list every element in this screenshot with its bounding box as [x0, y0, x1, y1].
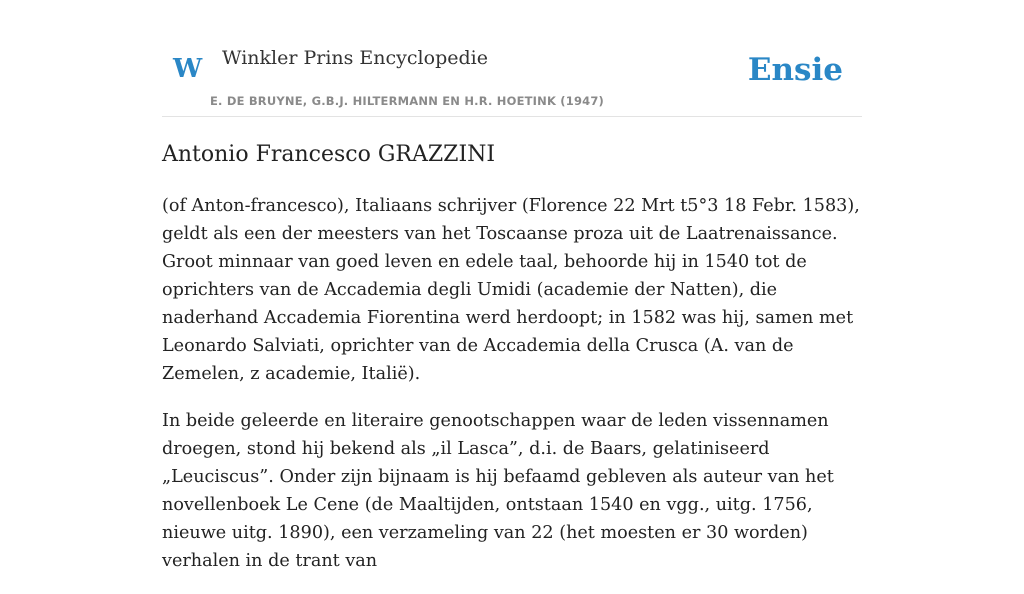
article-paragraph-2: In beide geleerde en literaire genootschappen waar de leden vissennamen droegen, stond hij bekend als „il Lasca”, d.i. de Baars, gelatiniseerd „Leuciscus”. Onder zijn bijnaam is hij befaamd gebleven als auteur van het novellenboek Le Cene (de Maaltijden, ontstaan 1540 en vgg., uitg. 1756, nieuwe uitg. 1890), een verzameling van 22 (het moesten er 30 worden) verhalen in de trant van [162, 411, 834, 571]
site-header [162, 0, 862, 117]
ensie-logo[interactable]: Ensie [747, 52, 843, 88]
article-title: Antonio Francesco GRAZZINI [162, 142, 496, 167]
content-container [162, 0, 862, 571]
site-title[interactable]: Winkler Prins Encyclopedie [222, 47, 488, 69]
article-paragraph-1: (of Anton-francesco), Italiaans schrijver (Florence 22 Mrt t5°3 18 Febr. 1583), geldt als een der meesters van het Toscaanse proza uit de Laatrenaissance. Groot minnaar van goed leven en edele taal, behoorde hij in 1540 tot de oprichters van de Accademia degli Umidi (academie der Natten), die naderhand Accademia Fiorentina werd herdoopt; in 1582 was hij, samen met Leonardo Salviati, oprichter van de Accademia della Crusca (A. van de Zemelen, z academie, Italië). [162, 196, 860, 384]
winkler-prins-logo[interactable]: W [173, 54, 203, 84]
article-body [162, 192, 864, 594]
authors-line: E. DE BRUYNE, G.B.J. HILTERMANN EN H.R. HOETINK (1947) [210, 94, 605, 108]
